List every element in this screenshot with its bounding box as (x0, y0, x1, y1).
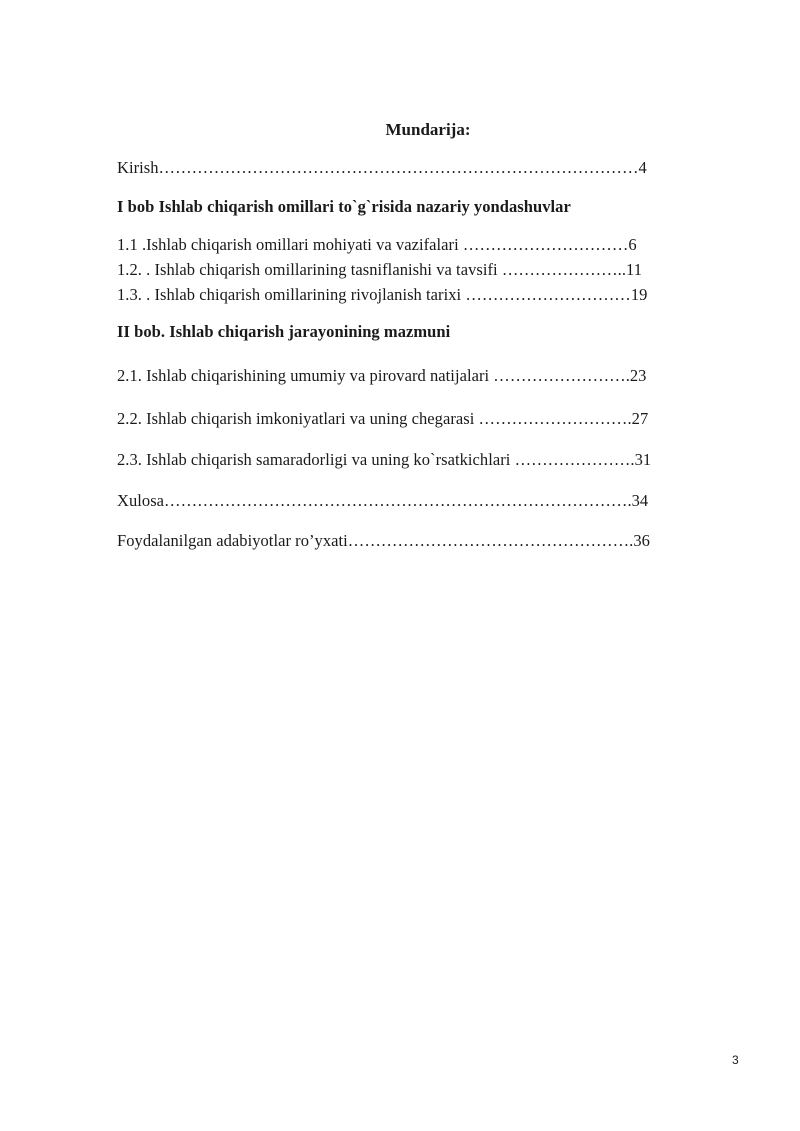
toc-entry-2-2: 2.2. Ishlab chiqarish imkoniyatlari va uning chegarasi ……………………….27 (117, 409, 649, 428)
toc-entry-1-3: 1.3. . Ishlab chiqarish omillarining rivojlanish tarixi …………………………19 (117, 285, 648, 304)
toc-entry-1-2: 1.2. . Ishlab chiqarish omillarining tasniflanishi va tavsifi …………………..11 (117, 260, 643, 279)
toc-entry-2-1: 2.1. Ishlab chiqarishining umumiy va pirovard natijalari …………………….23 (117, 366, 647, 385)
toc-entry-references: Foydalanilgan adabiyotlar ro’yxati…………………………………………….36 (117, 531, 650, 550)
toc-title: Mundarija: (385, 120, 471, 139)
toc-entry-conclusion: Xulosa………………………………………………………………………….34 (117, 491, 649, 510)
chapter-1-heading: I bob Ishlab chiqarish omillari to`g`risida nazariy yondashuvlar (117, 197, 571, 216)
chapter-2-heading: II bob. Ishlab chiqarish jarayonining mazmuni (117, 322, 451, 341)
toc-entry-intro: Kirish……………………………………………………………………………4 (117, 158, 647, 177)
toc-entry-2-3: 2.3. Ishlab chiqarish samaradorligi va uning ko`rsatkichlari ………………….31 (117, 450, 652, 469)
toc-entry-1-1: 1.1 .Ishlab chiqarish omillari mohiyati va vazifalari …………………………6 (117, 235, 637, 254)
page-number: 3 (732, 1053, 739, 1067)
